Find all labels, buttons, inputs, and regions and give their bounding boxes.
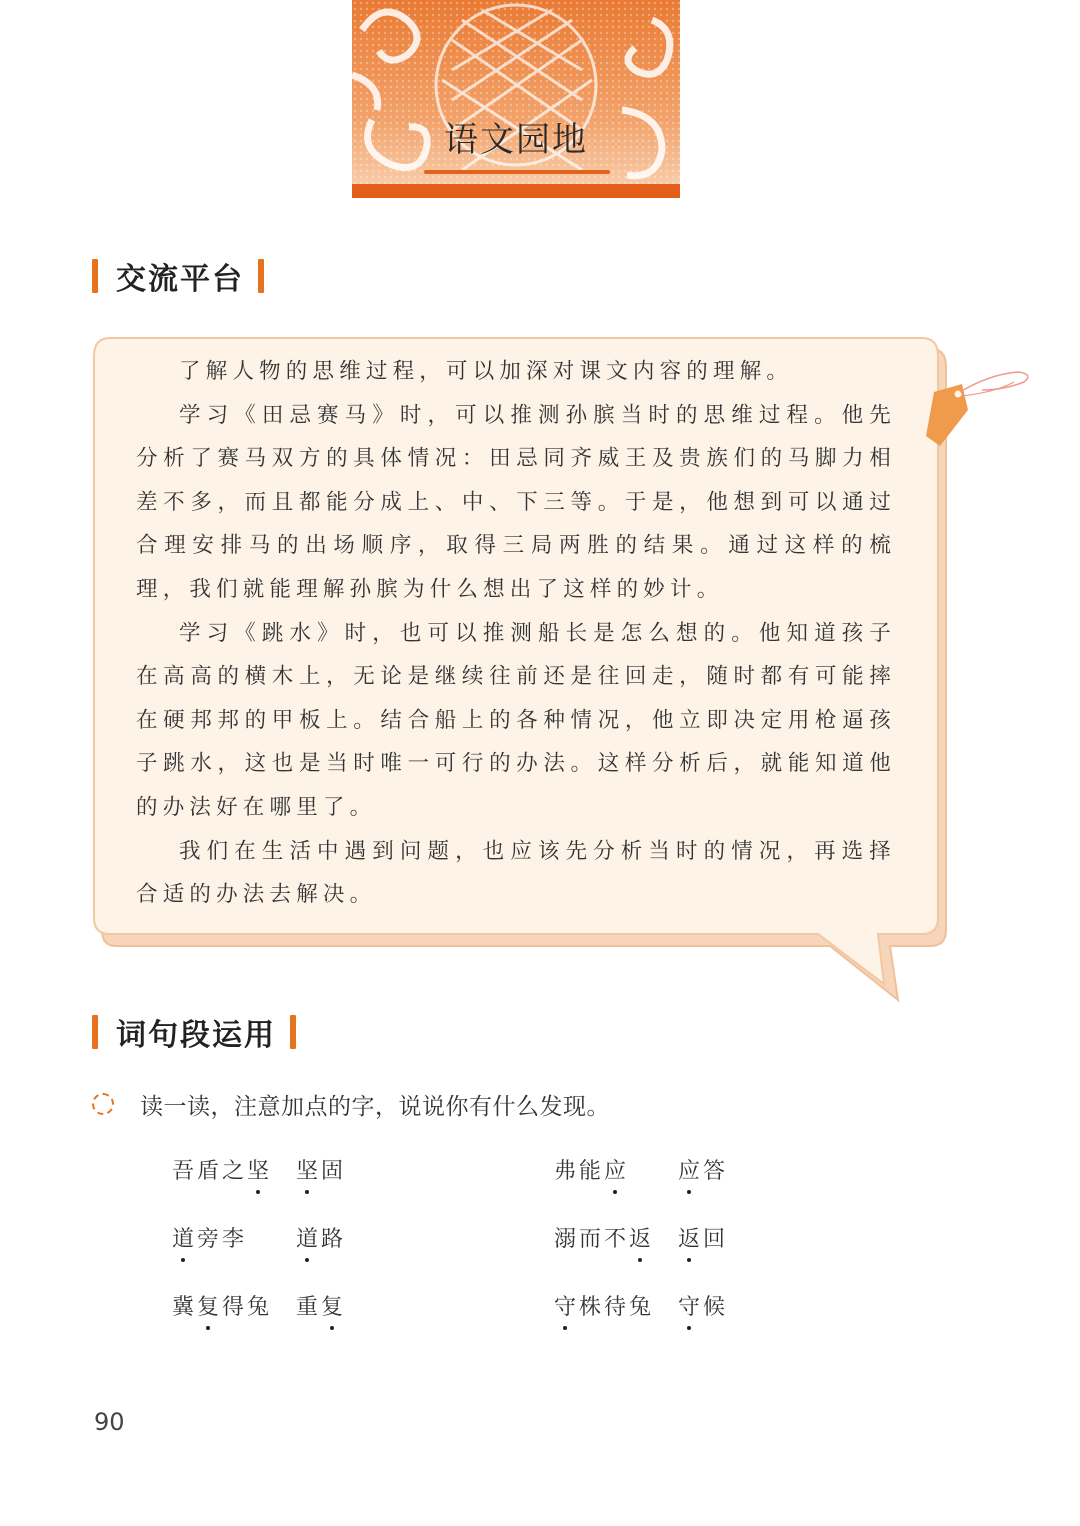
bubble-text xyxy=(136,350,896,917)
page-banner xyxy=(352,0,680,198)
heading-bar-left xyxy=(92,1015,98,1049)
heading-bar-right xyxy=(290,1015,296,1049)
emphasis-dot xyxy=(687,1190,691,1194)
word-item: 吾盾之坚 xyxy=(172,1152,296,1192)
speech-bubble xyxy=(92,334,1032,1004)
emphasis-dot xyxy=(330,1326,334,1330)
emphasis-dot xyxy=(305,1190,309,1194)
banner-bottom-band xyxy=(352,184,680,198)
word-row xyxy=(172,1220,872,1288)
emphasis-dot xyxy=(613,1190,617,1194)
emphasis-dot xyxy=(206,1326,210,1330)
exercise-instruction xyxy=(92,1086,610,1122)
bubble-paragraph: 我们在生活中遇到问题，也应该先分析当时的情况，再选择合适的办法去解决。 xyxy=(136,838,896,908)
bubble-paragraph: 学习《跳水》时，也可以推测船长是怎么想的。他知道孩子在高高的横木上，无论是继续往前还是往回走，随时都有可能摔在硬邦邦的甲板上。结合船上的各种情况，他立即决定用枪逼孩子跳水，这也是当时唯一可行的办法。这样分析后，就能知道他的办法好在哪里了。 xyxy=(136,620,896,820)
section-title: 交流平台 xyxy=(116,262,244,297)
emphasis-dot xyxy=(181,1258,185,1262)
banner-underline xyxy=(424,170,610,174)
word-item: 返回 xyxy=(678,1220,728,1260)
word-item: 冀复得兔 xyxy=(172,1288,296,1328)
page-number: 90 xyxy=(94,1408,125,1436)
word-item: 溺而不返 xyxy=(554,1220,678,1260)
word-item: 道旁李 xyxy=(172,1220,296,1260)
emphasis-dot xyxy=(638,1258,642,1262)
emphasis-dot xyxy=(687,1258,691,1262)
emphasis-dot xyxy=(563,1326,567,1330)
emphasis-dot xyxy=(687,1326,691,1330)
banner-title: 语文园地 xyxy=(444,120,588,160)
emphasis-dot xyxy=(256,1190,260,1194)
dashed-circle-icon xyxy=(92,1093,114,1115)
word-row xyxy=(172,1288,872,1356)
word-row xyxy=(172,1152,872,1220)
banner-pattern xyxy=(352,0,680,198)
word-item: 重复 xyxy=(296,1288,554,1328)
bubble-paragraph: 了解人物的思维过程，可以加深对课文内容的理解。 xyxy=(179,359,794,384)
instruction-text: 读一读，注意加点的字，说说你有什么发现。 xyxy=(140,1093,610,1120)
heading-bar-left xyxy=(92,259,98,293)
word-item: 应答 xyxy=(678,1152,728,1192)
word-list xyxy=(172,1152,872,1356)
section-heading-usage xyxy=(92,1012,296,1052)
heading-bar-right xyxy=(258,259,264,293)
word-item: 守株待兔 xyxy=(554,1288,678,1328)
section-title: 词句段运用 xyxy=(116,1018,276,1053)
word-item: 坚固 xyxy=(296,1152,554,1192)
word-item: 守候 xyxy=(678,1288,728,1328)
word-item: 弗能应 xyxy=(554,1152,678,1192)
bubble-paragraph: 学习《田忌赛马》时，可以推测孙膑当时的思维过程。他先分析了赛马双方的具体情况：田忌同齐威王及贵族们的马脚力相差不多，而且都能分成上、中、下三等。于是，他想到可以通过合理安排马的出场顺序，取得三局两胜的结果。通过这样的梳理，我们就能理解孙膑为什么想出了这样的妙计。 xyxy=(136,402,896,602)
word-item: 道路 xyxy=(296,1220,554,1260)
section-heading-exchange xyxy=(92,256,264,296)
emphasis-dot xyxy=(305,1258,309,1262)
